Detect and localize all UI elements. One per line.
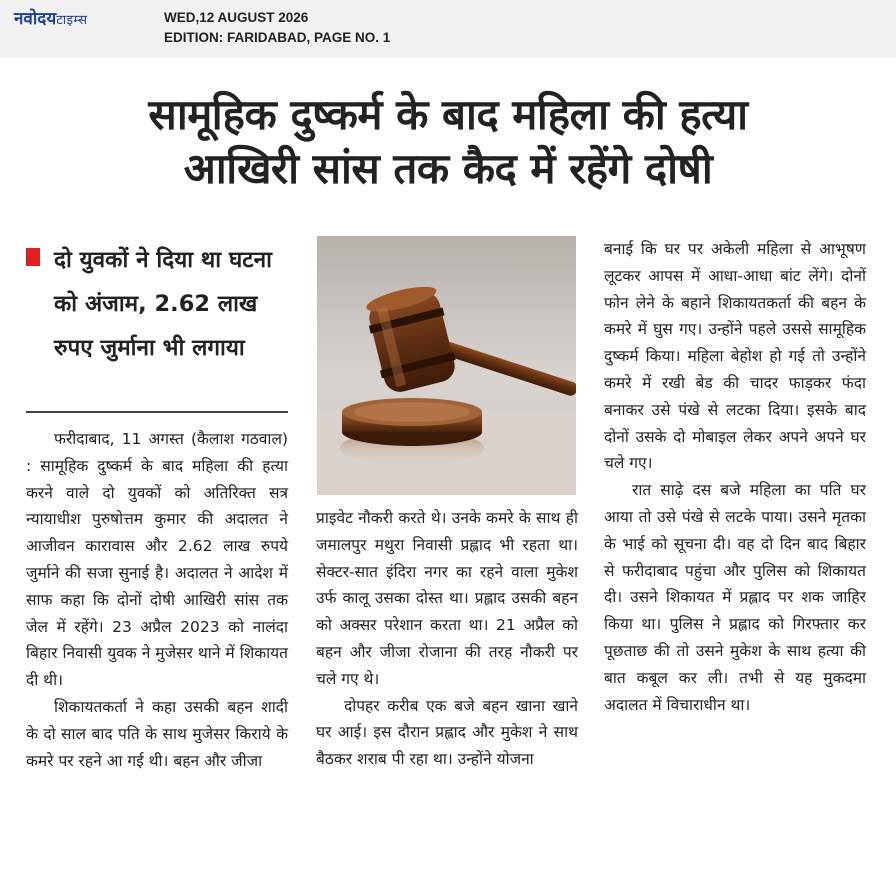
article-column-1 — [26, 426, 288, 774]
article-headline — [10, 88, 886, 196]
paragraph: प्राइवेट नौकरी करते थे। उनके कमरे के साथ ही जमालपुर मथुरा निवासी प्रह्लाद भी रहता था। सेक्टर-सात इंदिरा नगर का रहने वाला मुकेश उर्फ कालू उसका दोस्त था। प्रह्लाद उसकी बहन को अक्सर परेशान करता था। 21 अप्रैल को बहन और जीजा रोजाना की तरह नौकरी पर चले गए थे। — [316, 509, 578, 688]
headline-line-1: सामूहिक दुष्कर्म के बाद महिला की हत्या — [148, 90, 748, 139]
paragraph: फरीदाबाद, 11 अगस्त (कैलाश गठवाल) : सामूहिक दुष्कर्म के बाद महिला की हत्या करने वाले दो युवकों को अतिरिक्त सत्र न्यायाधीश पुरुषोत्तम कुमार की अदालत ने आजीवन कारावास और 2.62 लाख रुपये जुर्माने की सजा सुनाई है। अदालत ने आदेश में साफ कहा कि दोनों दोषी आखिरी सांस तक जेल में रहेंगे। 23 अप्रैल 2023 को नालंदा बिहार निवासी युवक ने मुजेसर थाने में शिकायत दी थी। — [26, 430, 288, 690]
red-bullet-icon — [26, 248, 40, 266]
paragraph: रात साढ़े दस बजे महिला का पति घर आया तो उसे पंखे से लटके पाया। उसने मृतका के भाई को सूचना दी। वह दो दिन बाद बिहार से फरीदाबाद पहुंचा और पुलिस को शिकायत दी। उसने शिकायत में प्रह्लाद पर शक जाहिर किया था। पुलिस ने प्रह्लाद को गिरफ्तार कर पूछताछ की तो उसने मुकेश के साथ हत्या की बात कबूल कर ली। तभी से यह मुकदमा अदालत में विचाराधीन था। — [604, 481, 866, 714]
article-column-3 — [604, 236, 866, 718]
issue-date: WED,12 AUGUST 2026 — [164, 10, 309, 25]
logo-small-text: टाइम्स — [56, 13, 88, 28]
subhead-divider — [26, 411, 288, 413]
article-column-2 — [316, 505, 578, 773]
masthead-bar — [0, 0, 896, 58]
gavel-photo — [317, 236, 576, 495]
edition-page: EDITION: FARIDABAD, PAGE NO. 1 — [164, 30, 391, 45]
paragraph: बनाई कि घर पर अकेली महिला से आभूषण लूटकर आपस में आधा-आधा बांट लेंगे। दोनों फोन लेने के बहाने शिकायतकर्ता की बहन के कमरे में घुस गए। उन्होंने पहले उससे सामूहिक दुष्कर्म किया। महिला बेहोश हो गई तो उन्होंने कमरे में रखी बेड की चादर फाड़कर फंदा बनाकर उसे पंखे से लटका दिया। इसके बाद दोनों उसके दो मोबाइल लेकर अपने अपने घर चले गए। — [604, 240, 866, 473]
headline-line-2: आखिरी सांस तक कैद में रहेंगे दोषी — [183, 144, 713, 193]
subheadline-block — [26, 238, 288, 370]
edition-info — [164, 8, 390, 48]
subheadline: दो युवकों ने दिया था घटना को अंजाम, 2.62 लाख रुपए जुर्माना भी लगाया — [54, 247, 272, 361]
gavel-icon — [317, 236, 576, 495]
logo-main-text: नवोदय — [14, 9, 57, 29]
newspaper-logo[interactable] — [14, 9, 88, 31]
paragraph: शिकायतकर्ता ने कहा उसकी बहन शादी के दो साल बाद पति के साथ मुजेसर किराये के कमरे पर रहने आ गई थी। बहन और जीजा — [26, 697, 288, 770]
paragraph: दोपहर करीब एक बजे बहन खाना खाने घर आई। इस दौरान प्रह्लाद और मुकेश ने साथ बैठकर शराब पी रहा था। उन्होंने योजना — [316, 696, 578, 769]
